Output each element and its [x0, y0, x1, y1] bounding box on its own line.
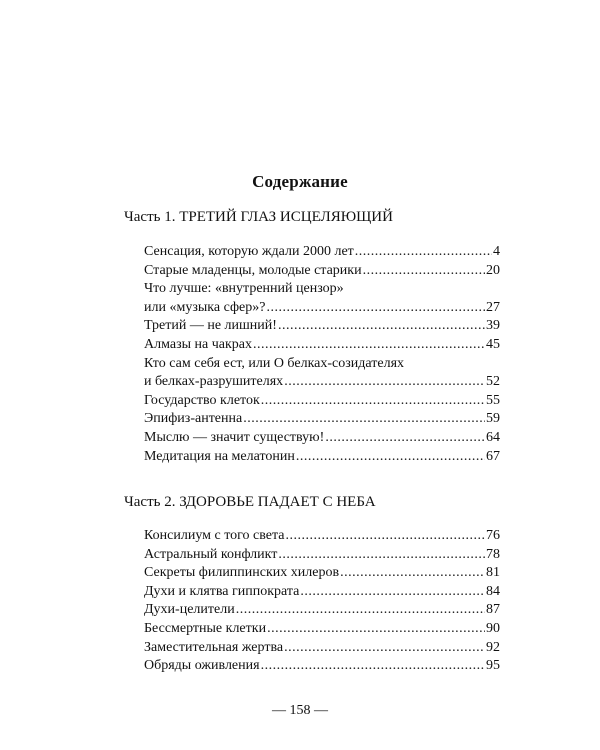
toc-entry — [144, 527, 500, 546]
toc-entry-title: Кто сам себя ест, или О белках-созидателях — [144, 355, 405, 371]
dot-leader — [325, 429, 485, 448]
toc-entry — [144, 639, 500, 658]
part-1-heading: Часть 1. ТРЕТИЙ ГЛАЗ ИСЦЕЛЯЮЩИЙ — [124, 209, 393, 225]
toc-entry-page: 84 — [486, 583, 500, 599]
toc-entry-title: или «музыка сфер»? — [144, 299, 266, 315]
toc-entry-title: Мыслю — значит существую! — [144, 429, 325, 445]
toc-entry-page: 78 — [486, 546, 500, 562]
toc-entry-page: 76 — [486, 528, 500, 543]
dot-leader — [363, 262, 485, 281]
dot-leader — [253, 336, 485, 355]
toc-entry-title: Государство клеток — [144, 392, 260, 408]
toc-entry — [144, 299, 500, 318]
toc-entry-title: Третий — не лишний! — [144, 318, 277, 334]
toc-entry-title: Консилиум с того света — [144, 528, 285, 543]
toc-entry — [144, 601, 500, 620]
toc-entry — [144, 262, 500, 281]
dot-leader — [266, 299, 485, 318]
toc-entry — [144, 583, 500, 602]
toc-entry-page: 20 — [486, 262, 500, 278]
toc-entry-page: 87 — [486, 602, 500, 618]
toc-entry-title: Старые младенцы, молодые старики — [144, 262, 362, 278]
toc-entry-title: Астральный конфликт — [144, 546, 278, 562]
toc-entry — [144, 392, 500, 411]
toc-entry-page: 52 — [486, 374, 500, 390]
toc-entry-page: 64 — [486, 429, 500, 445]
toc-entry-page: 92 — [486, 639, 500, 655]
toc-entry — [144, 657, 500, 676]
toc-entry-title: Алмазы на чакрах — [144, 336, 252, 352]
dot-leader — [261, 657, 485, 676]
toc-entry — [144, 243, 500, 262]
toc-entry-title: и белках-разрушителях — [144, 374, 284, 390]
dot-leader — [355, 243, 492, 262]
toc-entry — [144, 373, 500, 392]
toc-entry — [144, 546, 500, 565]
toc-entry — [144, 448, 500, 467]
part-1-toc-list — [144, 243, 500, 466]
toc-entry-title: Что лучше: «внутренний цензор» — [144, 281, 344, 297]
toc-entry-title: Заместительная жертва — [144, 639, 284, 655]
toc-entry-page: 45 — [486, 336, 500, 352]
toc-entry-title: Секреты филиппинских хилеров — [144, 565, 340, 581]
dot-leader — [243, 410, 485, 429]
toc-entry-page: 55 — [486, 392, 500, 408]
dot-leader — [300, 583, 485, 602]
toc-entry-page: 95 — [486, 658, 500, 674]
toc-entry-page: 27 — [486, 299, 500, 315]
dot-leader — [236, 601, 485, 620]
toc-entry — [144, 410, 500, 429]
part-2-toc-list — [144, 527, 500, 676]
toc-entry-page: 39 — [486, 318, 500, 334]
dot-leader — [284, 639, 485, 658]
toc-entry — [144, 336, 500, 355]
toc-entry-page: 90 — [486, 620, 500, 636]
part-2-heading: Часть 2. ЗДОРОВЬЕ ПАДАЕТ С НЕБА — [124, 494, 376, 510]
dot-leader — [267, 620, 485, 639]
toc-entry — [144, 620, 500, 639]
toc-entry-title: Обряды оживления — [144, 658, 260, 674]
toc-entry-page: 59 — [486, 411, 500, 427]
toc-entry-title: Духи и клятва гиппократа — [144, 583, 300, 599]
toc-entry-continued — [144, 355, 500, 374]
page-number: — 158 — — [272, 703, 328, 718]
toc-entry-title: Духи-целители — [144, 602, 235, 618]
dot-leader — [278, 317, 485, 336]
dot-leader — [296, 448, 485, 467]
toc-entry-page: 81 — [486, 565, 500, 581]
dot-leader — [284, 373, 485, 392]
dot-leader — [286, 527, 486, 546]
dot-leader — [340, 564, 485, 583]
toc-entry-page: 67 — [486, 448, 500, 464]
toc-entry — [144, 564, 500, 583]
toc-entry — [144, 317, 500, 336]
toc-entry-title: Эпифиз-антенна — [144, 411, 243, 427]
toc-entry-title: Сенсация, которую ждали 2000 лет — [144, 244, 354, 259]
dot-leader — [278, 546, 485, 565]
toc-entry-title: Бессмертные клетки — [144, 620, 267, 636]
toc-title: Содержание — [252, 172, 348, 191]
toc-entry-page: 4 — [493, 244, 500, 259]
toc-entry-continued — [144, 280, 500, 299]
toc-entry-title: Медитация на мелатонин — [144, 448, 295, 464]
dot-leader — [261, 392, 485, 411]
toc-entry — [144, 429, 500, 448]
